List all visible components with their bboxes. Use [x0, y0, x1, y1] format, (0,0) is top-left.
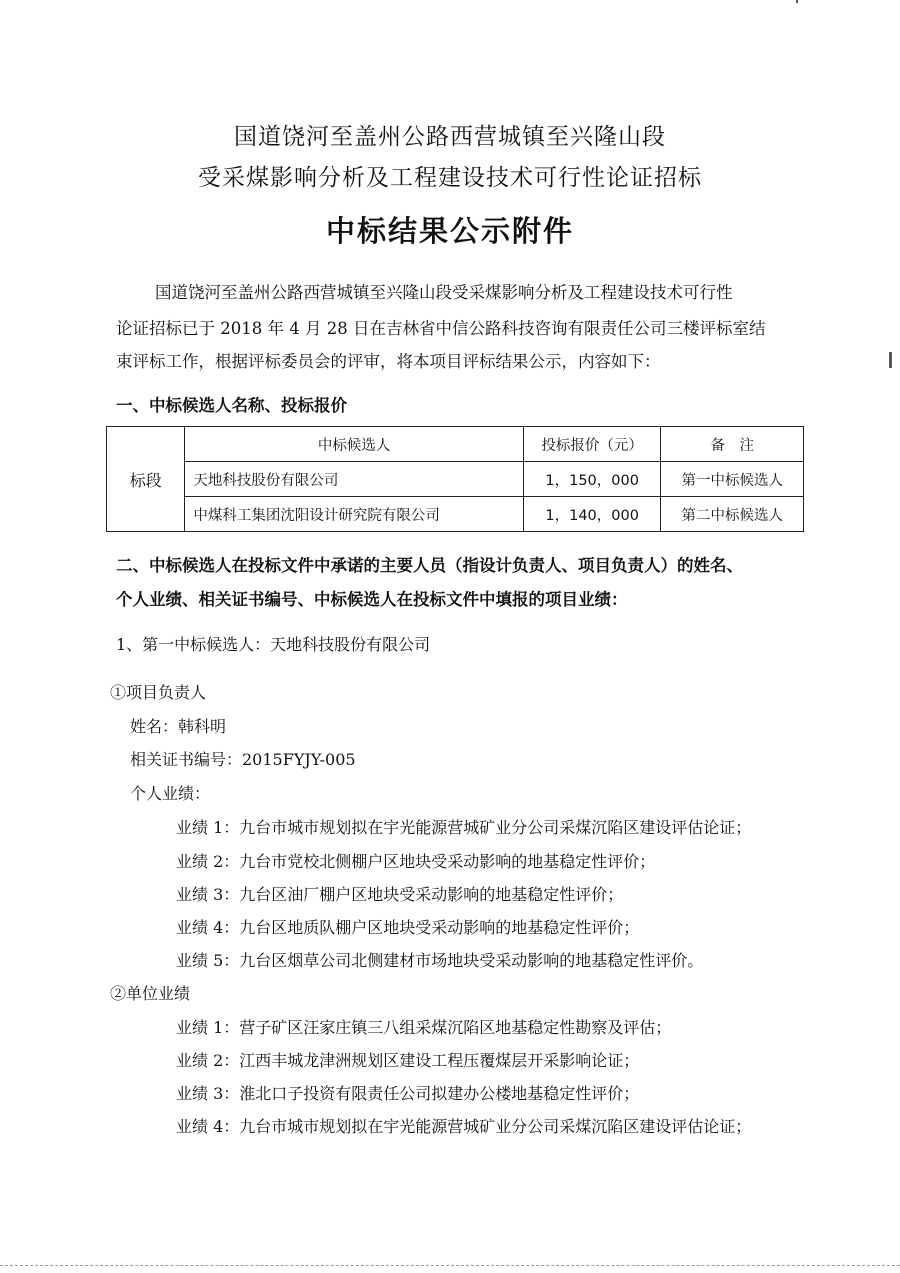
personal-performance-item: 业绩 1：九台市城市规划拟在宇光能源营城矿业分公司采煤沉陷区建设评估论证；: [176, 818, 752, 837]
unit-performance-item: 业绩 4：九台市城市规划拟在宇光能源营城矿业分公司采煤沉陷区建设评估论证；: [176, 1117, 752, 1136]
unit-performance-item: 业绩 1：营子矿区汪家庄镇三八组采煤沉陷区地基稳定性勘察及评估；: [176, 1018, 672, 1037]
page-title: 中标结果公示附件: [325, 214, 574, 248]
unit-performance-item: 业绩 2：江西丰城龙津洲规划区建设工程压覆煤层开采影响论证；: [176, 1051, 640, 1070]
bid-price-cell: 1，150，000: [523, 462, 661, 497]
section-1-heading: 一、中标候选人名称、投标报价: [116, 396, 347, 415]
intro-paragraph-line: 论证招标已于 2018 年 4 月 28 日在吉林省中信公路科技咨询有限责任公司三楼评标室结: [116, 319, 766, 338]
section-2-heading: 二、中标候选人在投标文件中承诺的主要人员（指设计负责人、项目负责人）的姓名、: [116, 556, 743, 575]
title-line-1: 国道饶河至盖州公路西营城镇至兴隆山段: [234, 124, 666, 150]
personal-performance-item: 业绩 4：九台区地质队棚户区地块受采动影响的地基稳定性评价；: [176, 918, 640, 937]
bid-price-cell: 1，140，000: [523, 497, 661, 532]
personal-performance-item: 业绩 5：九台区烟草公司北侧建材市场地块受采动影响的地基稳定性评价。: [176, 951, 704, 970]
title-line-2: 受采煤影响分析及工程建设技术可行性论证招标: [198, 165, 702, 191]
page-edge-divider: [0, 1265, 900, 1267]
table-row: [107, 462, 804, 497]
intro-paragraph-line: 国道饶河至盖州公路西营城镇至兴隆山段受采煤影响分析及工程建设技术可行性: [155, 283, 733, 302]
note-cell: 第二中标候选人: [661, 497, 804, 532]
table-header-row: [107, 427, 804, 462]
unit-performance-heading: ②单位业绩: [110, 984, 191, 1003]
personal-performance-heading: 个人业绩：: [130, 784, 211, 803]
first-candidate-line: 1、第一中标候选人：天地科技股份有限公司: [116, 635, 431, 654]
header-note: 备 注: [661, 427, 804, 462]
personal-performance-item: 业绩 2：九台市党校北侧棚户区地块受采动影响的地基稳定性评价；: [176, 852, 656, 871]
header-price: 投标报价（元）: [523, 427, 661, 462]
note-cell: 第一中标候选人: [661, 462, 804, 497]
table-row: [107, 497, 804, 532]
bid-result-table: [106, 426, 804, 532]
header-candidate: 中标候选人: [185, 427, 523, 462]
project-manager-heading: ①项目负责人: [110, 683, 207, 702]
candidate-name-cell: 天地科技股份有限公司: [185, 462, 523, 497]
segment-cell: 标段: [107, 427, 185, 532]
intro-paragraph-line: 束评标工作，根据评标委员会的评审，将本项目评标结果公示，内容如下：: [116, 352, 661, 371]
unit-performance-item: 业绩 3：淮北口子投资有限责任公司拟建办公楼地基稳定性评价；: [176, 1084, 640, 1103]
candidate-name-cell: 中煤科工集团沈阳设计研究院有限公司: [185, 497, 523, 532]
certificate-number: 相关证书编号：2015FYJY-005: [130, 750, 356, 769]
scan-mark: [796, 0, 798, 3]
section-2-heading-continued: 个人业绩、相关证书编号、中标候选人在投标文件中填报的项目业绩：: [116, 590, 628, 609]
manager-name: 姓名：韩科明: [130, 717, 227, 736]
personal-performance-item: 业绩 3：九台区油厂棚户区地块受采动影响的地基稳定性评价；: [176, 885, 624, 904]
scan-mark: [889, 352, 892, 368]
